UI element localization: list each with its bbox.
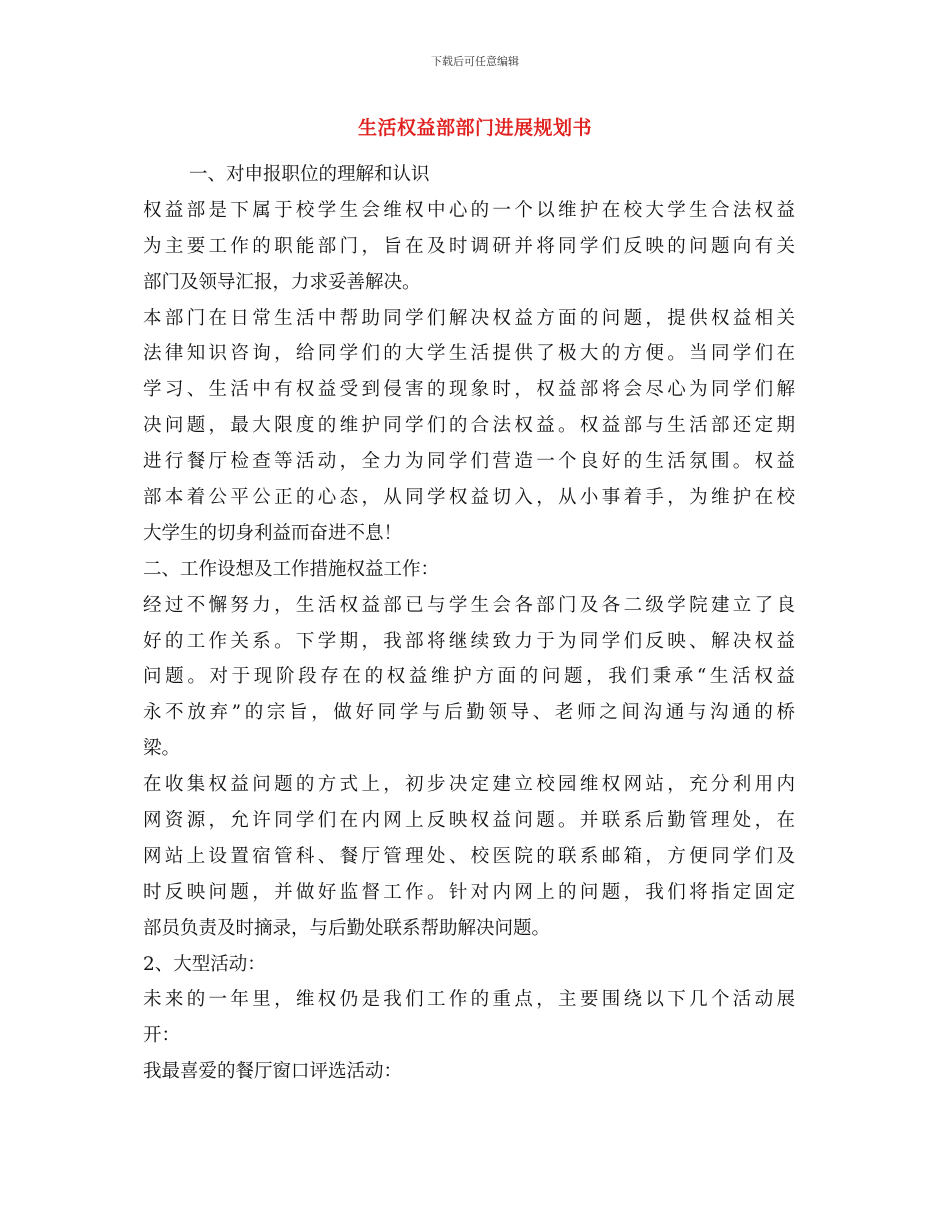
- text-line: 本部门在日常生活中帮助同学们解决权益方面的问题，提供权益相关: [143, 307, 795, 329]
- text-line: 部员负责及时摘录，与后勤处联系帮助解决问题。: [143, 917, 551, 939]
- text-line: 学习、生活中有权益受到侵害的现象时，权益部将会尽心为同学们解: [143, 379, 795, 401]
- text-line: 进行餐厅检查等活动，全力为同学们营造一个良好的生活氛围。权益: [143, 451, 795, 473]
- text-line: 网资源，允许同学们在内网上反映权益问题。并联系后勤管理处，在: [143, 810, 795, 832]
- text-line: 时反映问题，并做好监督工作。针对内网上的问题，我们将指定固定: [143, 881, 795, 903]
- header-note: 下载后可任意编辑: [431, 55, 519, 68]
- text-line: 部门及领导汇报，力求妥善解决。: [143, 271, 421, 293]
- text-line: 经过不懈努力，生活权益部已与学生会各部门及各二级学院建立了良: [143, 594, 795, 616]
- text-line: 永不放弃”的宗旨，做好同学与后勤领导、老师之间沟通与沟通的桥: [143, 702, 795, 724]
- text-line: 法律知识咨询，给同学们的大学生活提供了极大的方便。当同学们在: [143, 343, 795, 365]
- text-line: 二、工作设想及工作措施权益工作：: [143, 558, 440, 580]
- text-line: 梁。: [143, 738, 181, 760]
- text-line: 2、大型活动：: [143, 953, 266, 975]
- text-line: 为主要工作的职能部门，旨在及时调研并将同学们反映的问题向有关: [143, 235, 795, 257]
- text-line: 开：: [143, 1025, 181, 1047]
- text-line: 在收集权益问题的方式上，初步决定建立校园维权网站，充分利用内: [143, 774, 795, 796]
- text-line: 未来的一年里，维权仍是我们工作的重点，主要围绕以下几个活动展: [143, 989, 795, 1011]
- text-line: 大学生的切身利益而奋进不息！: [143, 522, 403, 544]
- document-title: 生活权益部部门进展规划书: [357, 117, 592, 139]
- text-line: 部本着公平公正的心态，从同学权益切入，从小事着手，为维护在校: [143, 487, 795, 509]
- text-line: 权益部是下属于校学生会维权中心的一个以维护在校大学生合法权益: [143, 199, 795, 221]
- text-line: 网站上设置宿管科、餐厅管理处、校医院的联系邮箱，方便同学们及: [143, 845, 795, 867]
- text-line: 一、对申报职位的理解和认识: [189, 164, 430, 185]
- text-line: 决问题，最大限度的维护同学们的合法权益。权益部与生活部还定期: [143, 415, 795, 437]
- document-body: [143, 157, 795, 1090]
- text-line: 我最喜爱的餐厅窗口评选活动：: [143, 1061, 403, 1083]
- text-line: 好的工作关系。下学期，我部将继续致力于为同学们反映、解决权益: [143, 630, 795, 652]
- text-line: 问题。对于现阶段存在的权益维护方面的问题，我们秉承“生活权益: [143, 666, 795, 688]
